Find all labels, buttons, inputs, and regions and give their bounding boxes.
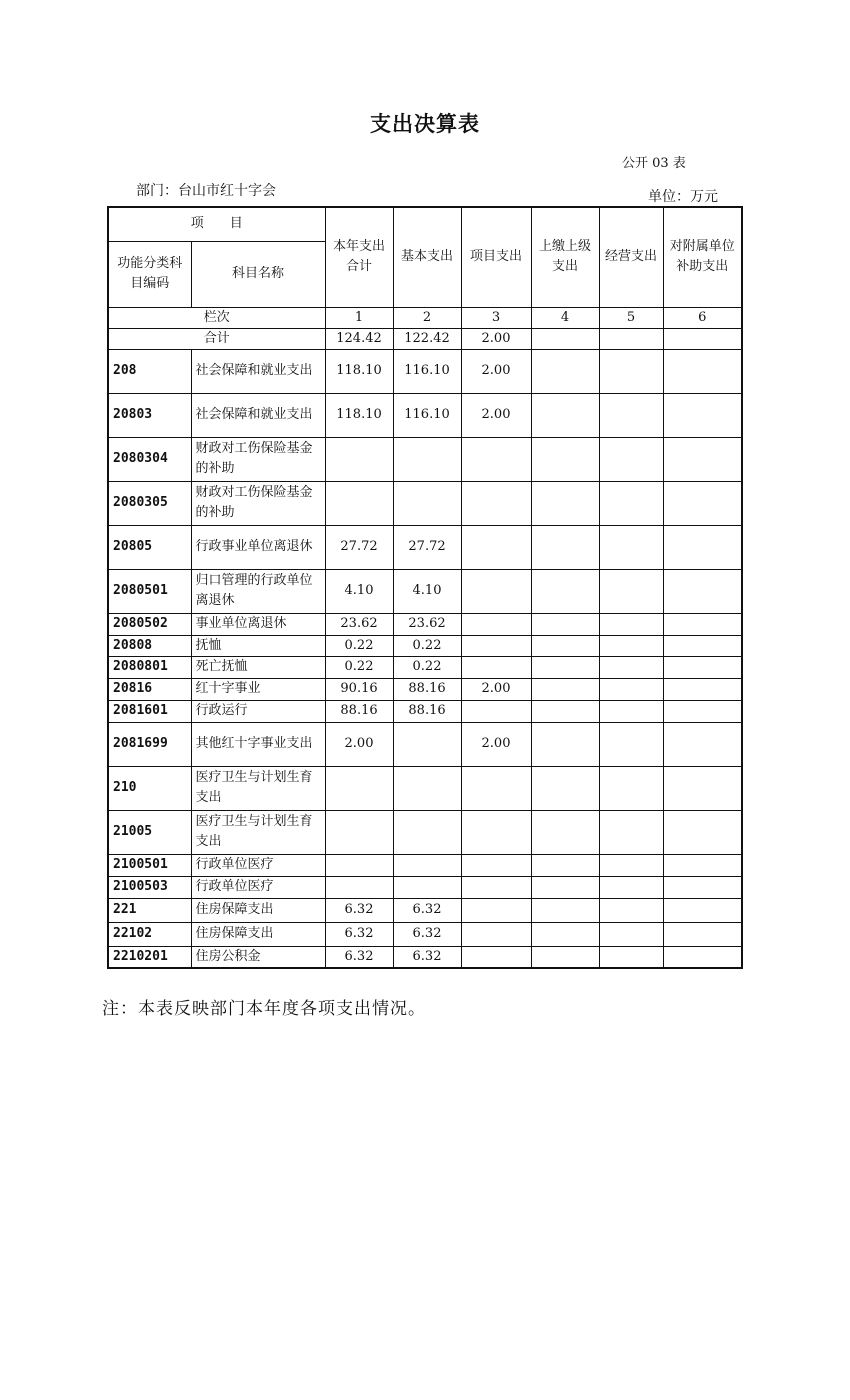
- row-value: [663, 635, 742, 656]
- row-name: 抚恤: [191, 635, 325, 656]
- table-row: [108, 898, 742, 922]
- row-code: 2080304: [108, 437, 191, 481]
- row-value: [663, 393, 742, 437]
- row-code: 2080501: [108, 569, 191, 613]
- row-value: 116.10: [393, 349, 461, 393]
- row-value: [325, 766, 393, 810]
- row-value: [531, 722, 599, 766]
- row-code: 21005: [108, 810, 191, 854]
- row-name: 其他红十字事业支出: [191, 722, 325, 766]
- header-col-4: 上缴上级支出: [531, 207, 599, 307]
- row-code: 2080305: [108, 481, 191, 525]
- header-item: 项 目: [108, 207, 325, 241]
- row-value: [531, 393, 599, 437]
- row-value: [325, 854, 393, 876]
- lanci-num: 5: [599, 307, 663, 328]
- row-value: [599, 525, 663, 569]
- table-row: [108, 437, 742, 481]
- table-row: [108, 569, 742, 613]
- row-value: [663, 722, 742, 766]
- row-value: [531, 349, 599, 393]
- row-value: [531, 700, 599, 722]
- row-value: [531, 922, 599, 946]
- total-label: 合计: [108, 328, 325, 349]
- row-value: 6.32: [393, 898, 461, 922]
- row-code: 2081601: [108, 700, 191, 722]
- row-value: [461, 854, 531, 876]
- row-code: 2100503: [108, 876, 191, 898]
- row-value: 118.10: [325, 393, 393, 437]
- header-code: 功能分类科目编码: [108, 241, 191, 307]
- row-value: [461, 876, 531, 898]
- row-code: 210: [108, 766, 191, 810]
- header-col-3: 项目支出: [461, 207, 531, 307]
- row-value: 23.62: [325, 613, 393, 635]
- row-value: 2.00: [461, 393, 531, 437]
- row-name: 行政单位医疗: [191, 876, 325, 898]
- row-name: 住房公积金: [191, 946, 325, 968]
- row-value: [599, 722, 663, 766]
- row-value: 6.32: [393, 922, 461, 946]
- row-value: [599, 613, 663, 635]
- row-value: [393, 481, 461, 525]
- row-value: [393, 810, 461, 854]
- row-value: [663, 656, 742, 678]
- row-value: 27.72: [325, 525, 393, 569]
- table-row: [108, 722, 742, 766]
- row-value: [599, 946, 663, 968]
- row-value: [663, 766, 742, 810]
- row-value: 6.32: [325, 946, 393, 968]
- total-value: [531, 328, 599, 349]
- row-code: 2080502: [108, 613, 191, 635]
- row-value: [393, 876, 461, 898]
- row-value: [531, 481, 599, 525]
- row-value: [663, 569, 742, 613]
- row-code: 20816: [108, 678, 191, 700]
- row-name: 行政运行: [191, 700, 325, 722]
- table-row: [108, 810, 742, 854]
- row-value: [663, 810, 742, 854]
- row-value: [531, 437, 599, 481]
- row-value: [325, 481, 393, 525]
- row-value: [325, 437, 393, 481]
- row-value: [393, 437, 461, 481]
- row-value: [393, 766, 461, 810]
- department-label: 部门：台山市红十字会: [136, 183, 276, 199]
- row-value: [531, 876, 599, 898]
- row-code: 20805: [108, 525, 191, 569]
- row-value: [461, 481, 531, 525]
- row-value: [461, 656, 531, 678]
- row-value: 2.00: [461, 678, 531, 700]
- row-value: [599, 766, 663, 810]
- row-code: 2081699: [108, 722, 191, 766]
- total-value: [599, 328, 663, 349]
- row-value: [531, 766, 599, 810]
- row-value: [461, 766, 531, 810]
- form-number: 公开 03 表: [622, 156, 686, 171]
- row-value: 2.00: [325, 722, 393, 766]
- row-value: [663, 700, 742, 722]
- row-value: [599, 898, 663, 922]
- row-code: 208: [108, 349, 191, 393]
- lanci-num: 1: [325, 307, 393, 328]
- row-value: 0.22: [325, 635, 393, 656]
- row-value: [663, 898, 742, 922]
- row-name: 社会保障和就业支出: [191, 349, 325, 393]
- row-value: [599, 569, 663, 613]
- row-value: [663, 613, 742, 635]
- header-col-5: 经营支出: [599, 207, 663, 307]
- header-name: 科目名称: [191, 241, 325, 307]
- row-name: 事业单位离退休: [191, 613, 325, 635]
- row-value: [599, 393, 663, 437]
- row-value: [325, 876, 393, 898]
- row-value: [531, 569, 599, 613]
- row-value: 6.32: [325, 898, 393, 922]
- row-name: 红十字事业: [191, 678, 325, 700]
- row-value: [461, 810, 531, 854]
- row-value: [599, 876, 663, 898]
- row-value: 27.72: [393, 525, 461, 569]
- row-value: [325, 810, 393, 854]
- row-value: 2.00: [461, 722, 531, 766]
- row-value: [599, 922, 663, 946]
- row-value: [663, 876, 742, 898]
- row-value: [663, 854, 742, 876]
- row-value: [663, 678, 742, 700]
- row-value: [531, 810, 599, 854]
- header-col-2: 基本支出: [393, 207, 461, 307]
- table-row: [108, 635, 742, 656]
- row-value: [461, 922, 531, 946]
- row-value: [461, 946, 531, 968]
- table-row: [108, 393, 742, 437]
- table-row: [108, 678, 742, 700]
- row-name: 行政单位医疗: [191, 854, 325, 876]
- row-value: 4.10: [393, 569, 461, 613]
- table-row: [108, 854, 742, 876]
- header-col-1: 本年支出合计: [325, 207, 393, 307]
- row-value: 90.16: [325, 678, 393, 700]
- row-value: [531, 525, 599, 569]
- lanci-num: 6: [663, 307, 742, 328]
- row-value: [531, 946, 599, 968]
- row-value: 116.10: [393, 393, 461, 437]
- row-value: [663, 349, 742, 393]
- row-name: 财政对工伤保险基金的补助: [191, 437, 325, 481]
- row-value: [599, 437, 663, 481]
- row-value: [531, 898, 599, 922]
- row-value: [461, 898, 531, 922]
- row-value: [531, 678, 599, 700]
- footnote: 注：本表反映部门本年度各项支出情况。: [102, 999, 426, 1019]
- row-value: [461, 613, 531, 635]
- table-row: [108, 656, 742, 678]
- total-value: 122.42: [393, 328, 461, 349]
- row-value: [461, 525, 531, 569]
- row-name: 住房保障支出: [191, 898, 325, 922]
- row-value: [599, 656, 663, 678]
- lanci-num: 2: [393, 307, 461, 328]
- row-value: 88.16: [325, 700, 393, 722]
- row-value: 118.10: [325, 349, 393, 393]
- row-name: 医疗卫生与计划生育支出: [191, 766, 325, 810]
- row-name: 归口管理的行政单位离退休: [191, 569, 325, 613]
- table-row: [108, 613, 742, 635]
- table-row: [108, 525, 742, 569]
- row-name: 住房保障支出: [191, 922, 325, 946]
- total-value: [663, 328, 742, 349]
- row-code: 22102: [108, 922, 191, 946]
- row-value: 6.32: [393, 946, 461, 968]
- expenditure-table: [107, 206, 743, 969]
- row-value: [461, 437, 531, 481]
- row-value: [461, 635, 531, 656]
- row-value: 6.32: [325, 922, 393, 946]
- row-value: [393, 854, 461, 876]
- row-value: [599, 349, 663, 393]
- table-row: [108, 946, 742, 968]
- row-value: [531, 635, 599, 656]
- row-value: [599, 700, 663, 722]
- row-name: 死亡抚恤: [191, 656, 325, 678]
- row-code: 20808: [108, 635, 191, 656]
- row-value: [663, 922, 742, 946]
- total-value: 124.42: [325, 328, 393, 349]
- row-value: [663, 481, 742, 525]
- row-value: 23.62: [393, 613, 461, 635]
- lanci-num: 4: [531, 307, 599, 328]
- header-col-6: 对附属单位补助支出: [663, 207, 742, 307]
- row-value: [663, 437, 742, 481]
- row-value: [663, 946, 742, 968]
- row-value: [531, 854, 599, 876]
- row-value: [599, 854, 663, 876]
- row-value: 0.22: [393, 635, 461, 656]
- row-name: 社会保障和就业支出: [191, 393, 325, 437]
- row-value: 4.10: [325, 569, 393, 613]
- table-row: [108, 876, 742, 898]
- row-value: 0.22: [393, 656, 461, 678]
- row-code: 221: [108, 898, 191, 922]
- row-value: [663, 525, 742, 569]
- total-value: 2.00: [461, 328, 531, 349]
- row-value: 88.16: [393, 678, 461, 700]
- row-value: [599, 678, 663, 700]
- lanci-num: 3: [461, 307, 531, 328]
- row-value: [599, 635, 663, 656]
- table-row: [108, 766, 742, 810]
- lanci-label: 栏次: [108, 307, 325, 328]
- row-value: 0.22: [325, 656, 393, 678]
- table-row: [108, 922, 742, 946]
- row-code: 20803: [108, 393, 191, 437]
- unit-label: 单位：万元: [648, 189, 718, 205]
- row-value: [531, 656, 599, 678]
- row-value: [393, 722, 461, 766]
- row-value: 2.00: [461, 349, 531, 393]
- row-value: 88.16: [393, 700, 461, 722]
- table-row: [108, 481, 742, 525]
- row-code: 2210201: [108, 946, 191, 968]
- page-title: 支出决算表: [370, 111, 480, 136]
- table-row: [108, 700, 742, 722]
- row-value: [461, 700, 531, 722]
- row-name: 行政事业单位离退休: [191, 525, 325, 569]
- row-value: [531, 613, 599, 635]
- row-name: 财政对工伤保险基金的补助: [191, 481, 325, 525]
- row-value: [461, 569, 531, 613]
- row-value: [599, 810, 663, 854]
- row-code: 2080801: [108, 656, 191, 678]
- table-row: [108, 349, 742, 393]
- row-name: 医疗卫生与计划生育支出: [191, 810, 325, 854]
- row-value: [599, 481, 663, 525]
- row-code: 2100501: [108, 854, 191, 876]
